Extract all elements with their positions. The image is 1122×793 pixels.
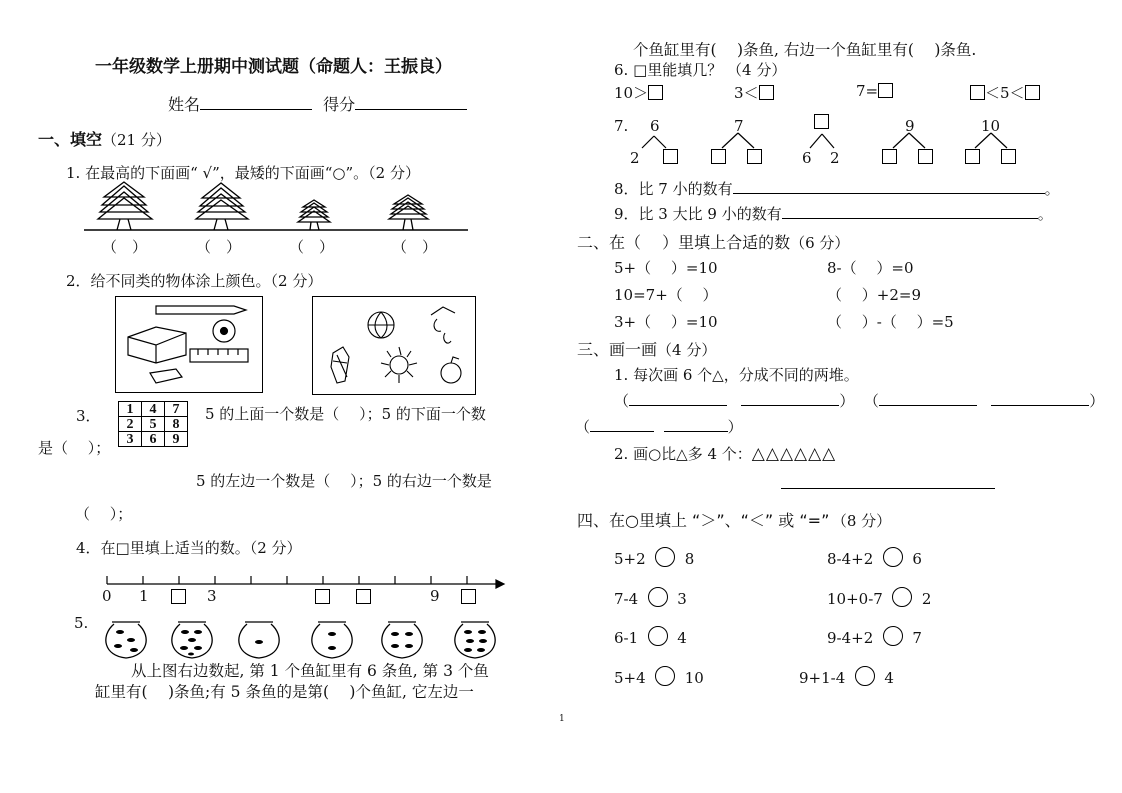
q3-line4: （ ）；: [75, 505, 133, 523]
s4-row-2-right: 10+0-7 2: [827, 587, 931, 608]
s3-q2-answer-blank[interactable]: [781, 472, 995, 489]
q6-item-3: 7=: [856, 82, 893, 100]
q1-answer-1[interactable]: （ ）: [102, 238, 148, 256]
grid-cell: 2: [119, 417, 142, 432]
answer-box[interactable]: [814, 114, 829, 129]
q6-item-2: 3＜: [734, 82, 774, 103]
grid-cell: 4: [142, 402, 165, 417]
tick-label-3: 3: [207, 587, 217, 605]
bond2-top: 7: [734, 117, 744, 135]
answer-box[interactable]: [1001, 149, 1016, 164]
answer-blank[interactable]: [741, 405, 839, 406]
s2-eq-4[interactable]: （ ）+2=9: [827, 286, 921, 304]
q2-text: 2．给不同类的物体涂上颜色。（2 分）: [66, 272, 323, 290]
score-label: 得分: [323, 95, 356, 114]
page-number: 1: [559, 714, 565, 724]
section3-heading: 三、画一画（4 分）: [577, 340, 717, 359]
compare-circle[interactable]: [655, 666, 675, 686]
answer-box[interactable]: [965, 149, 980, 164]
answer-box[interactable]: [882, 149, 897, 164]
answer-blank[interactable]: [629, 405, 727, 406]
q8-answer-blank[interactable]: [733, 193, 1045, 194]
grid-cell: 3: [119, 432, 142, 447]
compare-circle[interactable]: [655, 547, 675, 567]
s4-row-1-left: 5+2 8: [614, 547, 694, 568]
section4-heading: 四、在○里填上 “＞”、“＜” 或 “=” （8 分）: [577, 511, 892, 530]
answer-blank[interactable]: [664, 431, 728, 432]
bond4-top: 9: [905, 117, 915, 135]
s2-eq-3[interactable]: 10=7+（ ）: [614, 286, 718, 304]
bond3-left: 6: [802, 149, 812, 167]
q1-answer-4[interactable]: （ ）: [392, 238, 438, 256]
q3-line2: 是（ ）；: [38, 439, 111, 457]
q6-item-1: 10＞: [614, 82, 663, 103]
page-title: 一年级数学上册期中测试题（命题人：王振良）: [95, 57, 452, 77]
name-label: 姓名: [168, 95, 201, 114]
q3-line1: 5 的上面一个数是（ ）；5 的下面一个数: [205, 405, 486, 423]
q4-text: 4．在□里填上适当的数。（2 分）: [76, 539, 302, 557]
q3-line3: 5 的左边一个数是（ ）；5 的右边一个数是: [196, 472, 492, 490]
q3-number: 3．: [76, 407, 101, 425]
q9: 9．比 3 大比 9 小的数有 。: [614, 205, 1053, 223]
compare-circle[interactable]: [648, 626, 668, 646]
q6-text: 6. □里能填几？ （4 分）: [614, 61, 787, 79]
compare-circle[interactable]: [883, 626, 903, 646]
q5-line2: 缸里有( )条鱼;有 5 条鱼的是第( )个鱼缸, 它左边一: [95, 683, 474, 701]
s3-q2: 2. 画○比△多 4 个：△△△△△△: [614, 444, 837, 464]
s4-row-3-left: 6-1 4: [614, 626, 687, 647]
bond3-right: 2: [830, 149, 840, 167]
s2-eq-2[interactable]: 8-（ ）=0: [827, 259, 914, 277]
bond1-top: 6: [650, 117, 660, 135]
compare-circle[interactable]: [855, 666, 875, 686]
q5-line3: 个鱼缸里有( )条鱼, 右边一个鱼缸里有( )条鱼.: [633, 41, 977, 59]
s2-eq-6[interactable]: （ ）-（ ）=5: [827, 313, 954, 331]
s4-row-4-right: 9+1-4 4: [799, 666, 894, 687]
q6-item-4: ＜5＜: [970, 82, 1040, 103]
compare-circle[interactable]: [648, 587, 668, 607]
answer-blank[interactable]: [590, 431, 654, 432]
bond1-left: 2: [630, 149, 640, 167]
section1-heading: 一、填空（21 分）: [38, 130, 171, 149]
triangles: △△△△△△: [751, 444, 837, 464]
compare-circle[interactable]: [892, 587, 912, 607]
q8: 8．比 7 小的数有 。: [614, 180, 1060, 198]
q1-answer-3[interactable]: （ ）: [289, 238, 335, 256]
grid-cell: 7: [165, 402, 188, 417]
answer-blank[interactable]: [879, 405, 977, 406]
tick-label-0: 0: [102, 587, 112, 605]
tick-label-9: 9: [430, 587, 440, 605]
grid-cell: 1: [119, 402, 142, 417]
grid-cell: 6: [142, 432, 165, 447]
answer-blank[interactable]: [991, 405, 1089, 406]
compare-circle[interactable]: [883, 547, 903, 567]
grid-cell: 9: [165, 432, 188, 447]
s4-row-2-left: 7-4 3: [614, 587, 687, 608]
answer-box[interactable]: [711, 149, 726, 164]
q9-answer-blank[interactable]: [782, 218, 1038, 219]
s4-row-1-right: 8-4+2 6: [827, 547, 922, 568]
s4-row-4-left: 5+4 10: [614, 666, 704, 687]
section2-heading: 二、在（ ）里填上合适的数（6 分）: [577, 233, 850, 252]
q1-text: 1. 在最高的下面画“ √”，最矮的下面画“○”。（2 分）: [66, 164, 420, 182]
answer-box[interactable]: [663, 149, 678, 164]
s3-answer-row-1: （ ） （ ）: [614, 392, 1105, 410]
s4-row-3-right: 9-4+2 7: [827, 626, 922, 647]
grid-cell: 5: [142, 417, 165, 432]
s3-answer-row-2: （ ）: [575, 418, 743, 436]
answer-box[interactable]: [918, 149, 933, 164]
q7-number: 7.: [614, 117, 629, 135]
s2-eq-1[interactable]: 5+（ ）=10: [614, 259, 718, 277]
s2-eq-5[interactable]: 3+（ ）=10: [614, 313, 718, 331]
grid-cell: 8: [165, 417, 188, 432]
q1-answer-2[interactable]: （ ）: [196, 238, 242, 256]
q5-number: 5.: [74, 614, 89, 632]
bond5-top: 10: [981, 117, 1001, 135]
answer-box[interactable]: [747, 149, 762, 164]
q5-line1: 从上图右边数起, 第 1 个鱼缸里有 6 条鱼, 第 3 个鱼: [131, 662, 489, 680]
s3-q1-text: 1. 每次画 6 个△，分成不同的两堆。: [614, 366, 859, 384]
tick-label-1: 1: [139, 587, 149, 605]
